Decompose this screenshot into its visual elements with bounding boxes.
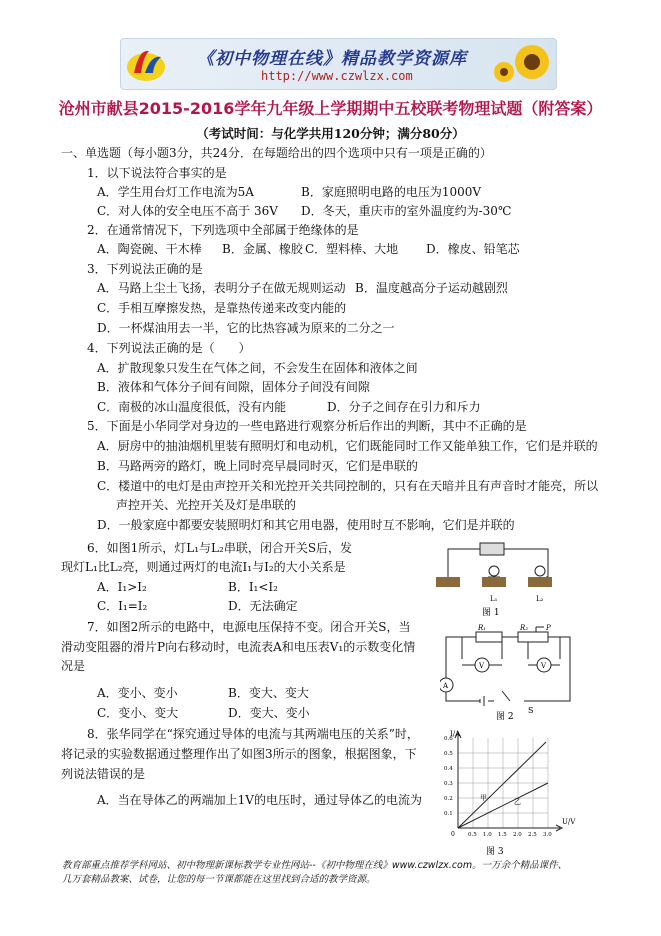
q3-option-d: D．一杯煤油用去一半，它的比热容减为原来的二分之一 [97,321,395,335]
q7-option-b: B．变大、变大 [228,686,309,700]
fig2-label-v1: V [479,662,485,670]
figure-1-circuit [428,537,568,619]
q8-stem-line3: 列说法错误的是 [61,767,146,781]
q6-option-c: C．I₁=I₂ [97,599,148,613]
q7-option-a: A．变小、变小 [97,686,178,700]
q5-option-d: D．一般家庭中都要安装照明灯和其它用电器，使用时互不影响，它们是并联的 [97,518,515,532]
lamp2-bulb [535,566,545,576]
fig1-label-l2: L₂ [536,595,544,603]
q2-stem: 2．在通常情况下，下列选项中全部属于绝缘体的是 [87,223,359,237]
q3-option-a: A．马路上尘土飞扬，表明分子在做无规则运动 [97,281,346,295]
fig2-label-p: P [546,624,551,632]
q6-stem-line1: 6．如图1所示，灯L₁与L₂串联，闭合开关S后，发 [87,541,353,555]
fig3-label-yi: 乙 [514,798,521,806]
fig1-caption: 图 1 [482,608,500,618]
fig3-label-jia: 甲 [480,794,487,802]
fig3-ytick: 0.1 [444,811,453,817]
banner-title: 《初中物理在线》精品教学资源库 [197,49,467,69]
fig2-label-a: A [443,682,449,690]
q5-option-c-line2: 声控开关、光控开关及灯是串联的 [116,498,297,512]
q1-option-d: D．冬天，重庆市的室外温度约为-30℃ [301,204,512,218]
fig3-ytick: 0.5 [444,751,453,757]
banner-logo-icon [125,43,167,85]
q7-stem-line2: 滑动变阻器的滑片P向右移动时，电流表A和电压表V₁的示数变化情 [61,640,416,654]
q2-option-c: C．塑料棒、大地 [305,242,399,256]
q4-option-c: C．南极的冰山温度很低，没有内能 [97,400,287,414]
q2-option-b: B．金属、橡胶 [222,242,303,256]
exam-info: （考试时间：与化学共用120分钟；满分80分） [196,126,465,141]
fig3-xlabel: U/V [562,818,576,826]
q5-option-b: B．马路两旁的路灯，晚上同时亮早晨同时灭，它们是串联的 [97,459,418,473]
q8-stem-line2: 将记录的实验数据通过整理作出了如图3所示的图象，根据图象，下 [61,747,417,761]
resistor-r1 [476,632,502,642]
page-title: 沧州市献县2015-2016学年九年级上学期期中五校联考物理试题（附答案） [58,99,603,118]
q4-option-a: A．扩散现象只发生在气体之间，不会发生在固体和液体之间 [97,361,418,375]
q2-option-d: D．橡皮、铅笔芯 [426,242,520,256]
resistor-r2 [518,632,548,642]
lamp1-base [482,577,506,587]
fig2-caption: 图 2 [496,712,514,722]
fig1-label-l1: L₁ [490,595,498,603]
q1-stem: 1．以下说法符合事实的是 [87,166,227,180]
q5-option-c-line1: C．楼道中的电灯是由声控开关和光控开关共同控制的，只有在天暗并且有声音时才能亮，所以 [97,479,599,493]
q8-stem-line1: 8．张华同学在“探究通过导体的电流与其两端电压的关系”时， [87,727,419,741]
q7-option-c: C．变小、变大 [97,706,179,720]
q6-option-d: D．无法确定 [228,599,298,613]
switch-base [436,577,460,587]
q7-option-d: D．变大、变小 [228,706,310,720]
fig3-xtick: 1.5 [498,832,507,838]
q7-stem-line1: 7．如图2所示的电路中，电源电压保持不变。闭合开关S，当 [87,620,411,634]
q8-option-a: A．当在导体乙的两端加上1V的电压时，通过导体乙的电流为 [97,793,422,807]
fig3-xtick: 2.5 [528,832,537,838]
q7-stem-line3: 况是 [61,659,86,673]
fig3-xtick: 1.0 [483,832,492,838]
fig3-xtick: 3.0 [543,832,552,838]
q1-option-c: C．对人体的安全电压不高于 36V [97,204,278,218]
fig2-label-r2: R₂ [520,624,529,632]
q1-option-a: A．学生用台灯工作电流为5A [97,185,254,199]
q3-stem: 3．下列说法正确的是 [87,262,203,276]
page-footer [62,859,622,887]
q6-option-b: B．I₁<I₂ [228,580,278,594]
fig3-ytick: 0.2 [444,796,453,802]
fig2-label-s: S [528,706,534,715]
header-banner [120,38,557,90]
q6-stem-line2: 现灯L₁比L₂亮，则通过两灯的电流I₁与I₂的大小关系是 [61,560,346,574]
lamp2-base [528,577,552,587]
fig3-ytick: 0.3 [444,781,453,787]
fig3-xtick: 0.5 [468,832,477,838]
q4-stem: 4．下列说法正确的是（ ） [87,341,251,355]
fig2-label-r1: R₁ [478,624,487,632]
q1-option-b: B．家庭照明电路的电压为1000V [301,185,482,199]
fig3-ylabel: I/A [450,730,461,738]
q4-option-b: B．液体和气体分子间有间隙，固体分子间没有间隙 [97,380,370,394]
q3-option-c: C．手相互摩擦发热，是靠热传递来改变内能的 [97,301,347,315]
figure-2-circuit [440,623,590,723]
q5-option-a: A．厨房中的抽油烟机里装有照明灯和电动机，它们既能同时工作又能单独工作，它们是并联的 [97,439,598,453]
q6-option-a: A．I₁>I₂ [97,580,147,594]
fig3-ytick: 0.6 [444,736,453,742]
q3-option-b: B．温度越高分子运动越剧烈 [355,281,508,295]
footer-line-1: 教育部重点推荐学科网站、初中物理新课标教学专业性网站--《初中物理在线》www.czwlzx.com。一万余个精品课件、 [62,860,568,871]
figure-3-graph [428,728,578,860]
q5-stem: 5．下面是小华同学对身边的一些电路进行观察分析后作出的判断，其中不正确的是 [87,419,527,433]
fig2-label-v2: V [541,662,547,670]
q2-option-a: A．陶瓷碗、干木棒 [97,242,202,256]
banner-url[interactable]: http://www.czwlzx.com [261,69,413,83]
footer-line-2: 几万套精品教案、试卷，让您的每一节课都能在这里找到合适的教学资源。 [62,874,376,885]
fig3-xtick: 2.0 [513,832,522,838]
fig3-ytick: 0.4 [444,766,453,772]
q4-option-d: D．分子之间存在引力和斥力 [327,400,481,414]
fig3-origin: 0 [451,831,455,838]
sunflower-icon [492,42,550,86]
lamp1-bulb [489,566,499,576]
fig3-caption: 图 3 [486,847,504,857]
section-heading: 一、单选题（每小题3分，共24分．在每题给出的四个选项中只有一项是正确的） [61,146,492,160]
